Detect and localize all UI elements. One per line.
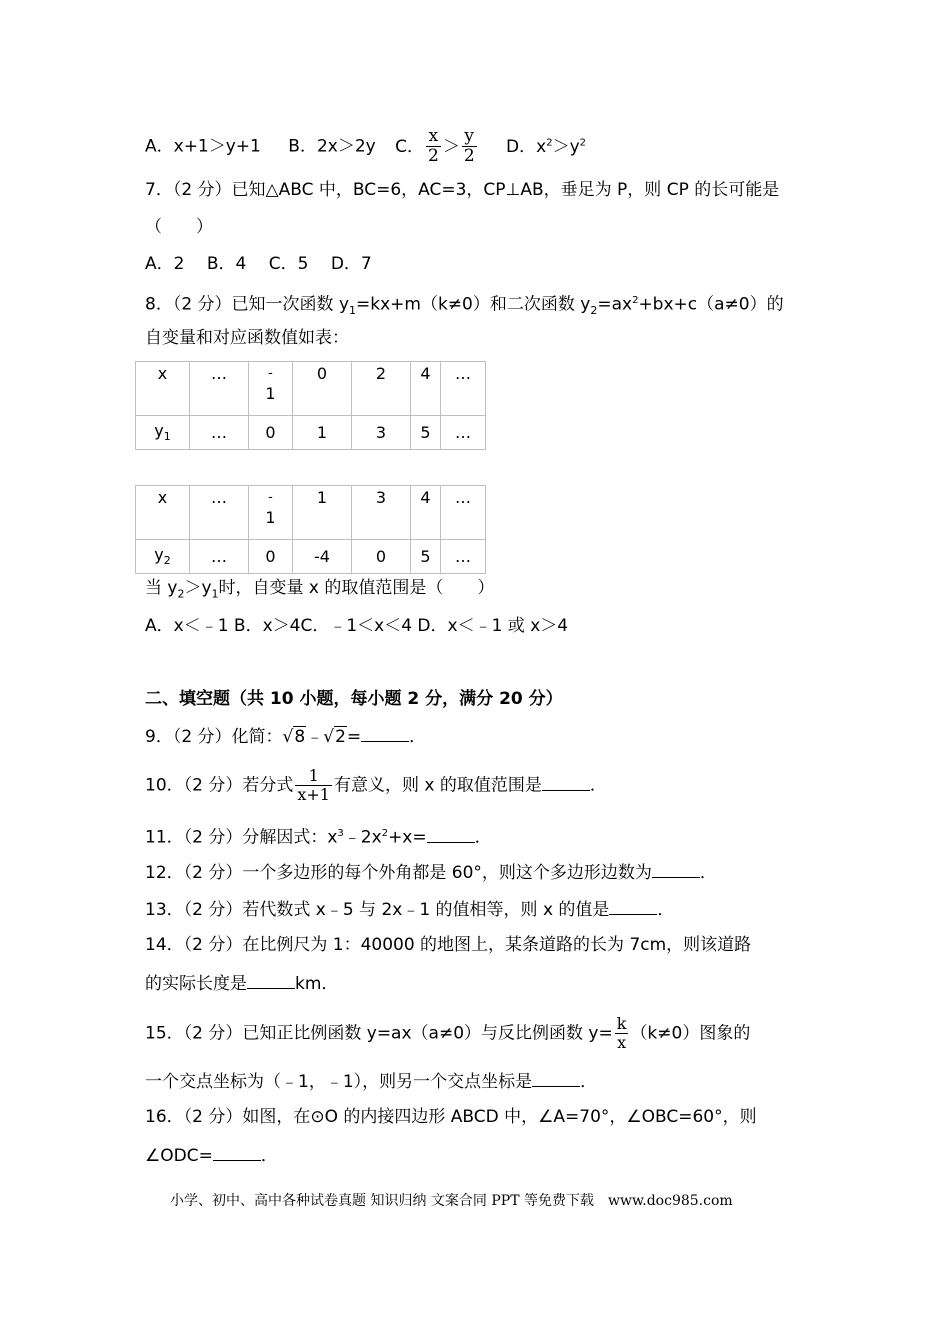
q7-options: A．2 B．4 C．5 D．7 xyxy=(145,254,372,274)
table-cell xyxy=(249,486,293,540)
table-cell: -4 xyxy=(293,540,352,574)
q16-line1: 16．（2 分）如图，在⊙O 的内接四边形 ABCD 中，∠A=70°，∠OBC=60°，则 xyxy=(145,1107,757,1127)
q13: 13．（2 分）若代数式 x﹣5 与 2x﹣1 的值相等，则 x 的值是 ． xyxy=(145,896,674,922)
table-cell: … xyxy=(441,486,486,540)
answer-blank[interactable] xyxy=(427,824,475,843)
q16-line2: ∠ODC= ． xyxy=(145,1142,278,1168)
value-table-y1 xyxy=(135,361,486,450)
table-cell: x xyxy=(136,486,190,540)
fraction-k-over-x: $\frac{k}{x}$ xyxy=(616,1014,627,1052)
fraction-x-over-2: $\frac{x}{2}$ xyxy=(427,126,439,166)
q8-options: A．x＜﹣1 B．x＞4C．﹣1＜x＜4 D．x＜﹣1 或 x＞4 xyxy=(145,616,569,636)
table-cell: 0 xyxy=(352,540,411,574)
table-cell: $y_2$ xyxy=(136,540,190,574)
q8-stem-line2: 自变量和对应函数值如表： xyxy=(145,328,349,348)
table-cell: 1 xyxy=(293,486,352,540)
table-cell: 4 xyxy=(411,362,441,416)
table-cell: $y_1$ xyxy=(136,416,190,450)
table-cell: … xyxy=(441,416,486,450)
q6-options xyxy=(145,128,586,165)
table-cell: x xyxy=(136,362,190,416)
section-title: 二、填空题（共 10 小题，每小题 2 分，满分 20 分） xyxy=(145,689,563,709)
page-footer: 小学、初中、高中各种试卷真题 知识归纳 文案合同 PPT 等免费下载 www.doc985.com xyxy=(170,1193,733,1209)
table-cell: 3 xyxy=(352,416,411,450)
table-cell: … xyxy=(441,362,486,416)
answer-blank[interactable] xyxy=(247,970,295,989)
q14-line2: 的实际长度是 km． xyxy=(145,970,338,996)
split-negative-value: - 1 xyxy=(265,366,276,403)
q11: 11．（2 分）分解因式：$x^3﹣2x^2+x=$ ． xyxy=(145,822,492,850)
sqrt-2: √2 xyxy=(323,727,346,747)
q14-line1: 14．（2 分）在比例尺为 1：40000 的地图上，某条道路的长为 7cm，则该道路 xyxy=(145,935,752,955)
table-cell: … xyxy=(441,540,486,574)
table-cell: … xyxy=(190,362,249,416)
q6-option-d: D．$x^2>y^2$ xyxy=(506,136,587,157)
q12: 12．（2 分）一个多边形的每个外角都是 60°，则这个多边形边数为 ． xyxy=(145,859,717,885)
table-cell: … xyxy=(190,416,249,450)
table-cell: 0 xyxy=(293,362,352,416)
table-cell: … xyxy=(190,540,249,574)
table-cell: 5 xyxy=(411,540,441,574)
q7-answer-bracket: （ ） xyxy=(145,217,213,237)
table-cell: 2 xyxy=(352,362,411,416)
q15-line2: 一个交点坐标为（﹣1，﹣1），则另一个交点坐标是 ． xyxy=(145,1068,597,1094)
q10: 10．（2 分）若分式 $\frac{1}{x+1}$ 有意义，则 x 的取值范围是 ． xyxy=(145,766,607,804)
q8-condition: 当 $y_2>y_1$时，自变量 x 的取值范围是（ ） xyxy=(145,578,495,601)
table-cell: 3 xyxy=(352,486,411,540)
table-cell: … xyxy=(190,486,249,540)
table-cell: 0 xyxy=(249,416,293,450)
q6-option-a: A．x+1＞y+1 xyxy=(145,136,261,157)
q7-stem: 7．（2 分）已知△ABC 中，BC=6，AC=3，CP⊥AB，垂足为 P，则 CP 的长可能是 xyxy=(145,180,780,200)
table-cell: 0 xyxy=(249,540,293,574)
sqrt-8: √8 xyxy=(282,727,306,747)
answer-blank[interactable] xyxy=(532,1068,580,1087)
table-cell: 5 xyxy=(411,416,441,450)
q8-stem: 8．（2 分）已知一次函数 $y_1=kx+m(k\ne 0)$和二次函数 $y_2=ax^2+bx+c(a\ne 0)$的 xyxy=(145,294,784,318)
q6-option-c: C． $\frac{x}{2}$ ＞ $\frac{y}{2}$ xyxy=(395,126,475,166)
answer-blank[interactable] xyxy=(213,1142,261,1161)
table-cell: 1 xyxy=(293,416,352,450)
answer-blank[interactable] xyxy=(542,772,590,791)
answer-blank[interactable] xyxy=(609,896,657,915)
value-table-y2 xyxy=(135,485,486,574)
answer-blank[interactable] xyxy=(361,723,409,742)
split-negative-value: - 1 xyxy=(265,490,276,527)
q9: 9．（2 分）化简：√8﹣√2= ． xyxy=(145,723,426,749)
fraction-1-over-x-plus-1: $\frac{1}{x+1}$ xyxy=(297,766,330,804)
fraction-y-over-2: $\frac{y}{2}$ xyxy=(463,126,475,166)
q15-line1: 15．（2 分）已知正比例函数 y=ax（a≠0）与反比例函数 y= $\frac{k}{x}$ （k≠0）图象的 xyxy=(145,1014,751,1052)
q6-option-b: B．2x＞2y xyxy=(288,136,376,157)
table-cell: 4 xyxy=(411,486,441,540)
table-cell xyxy=(249,362,293,416)
answer-blank[interactable] xyxy=(652,859,700,878)
